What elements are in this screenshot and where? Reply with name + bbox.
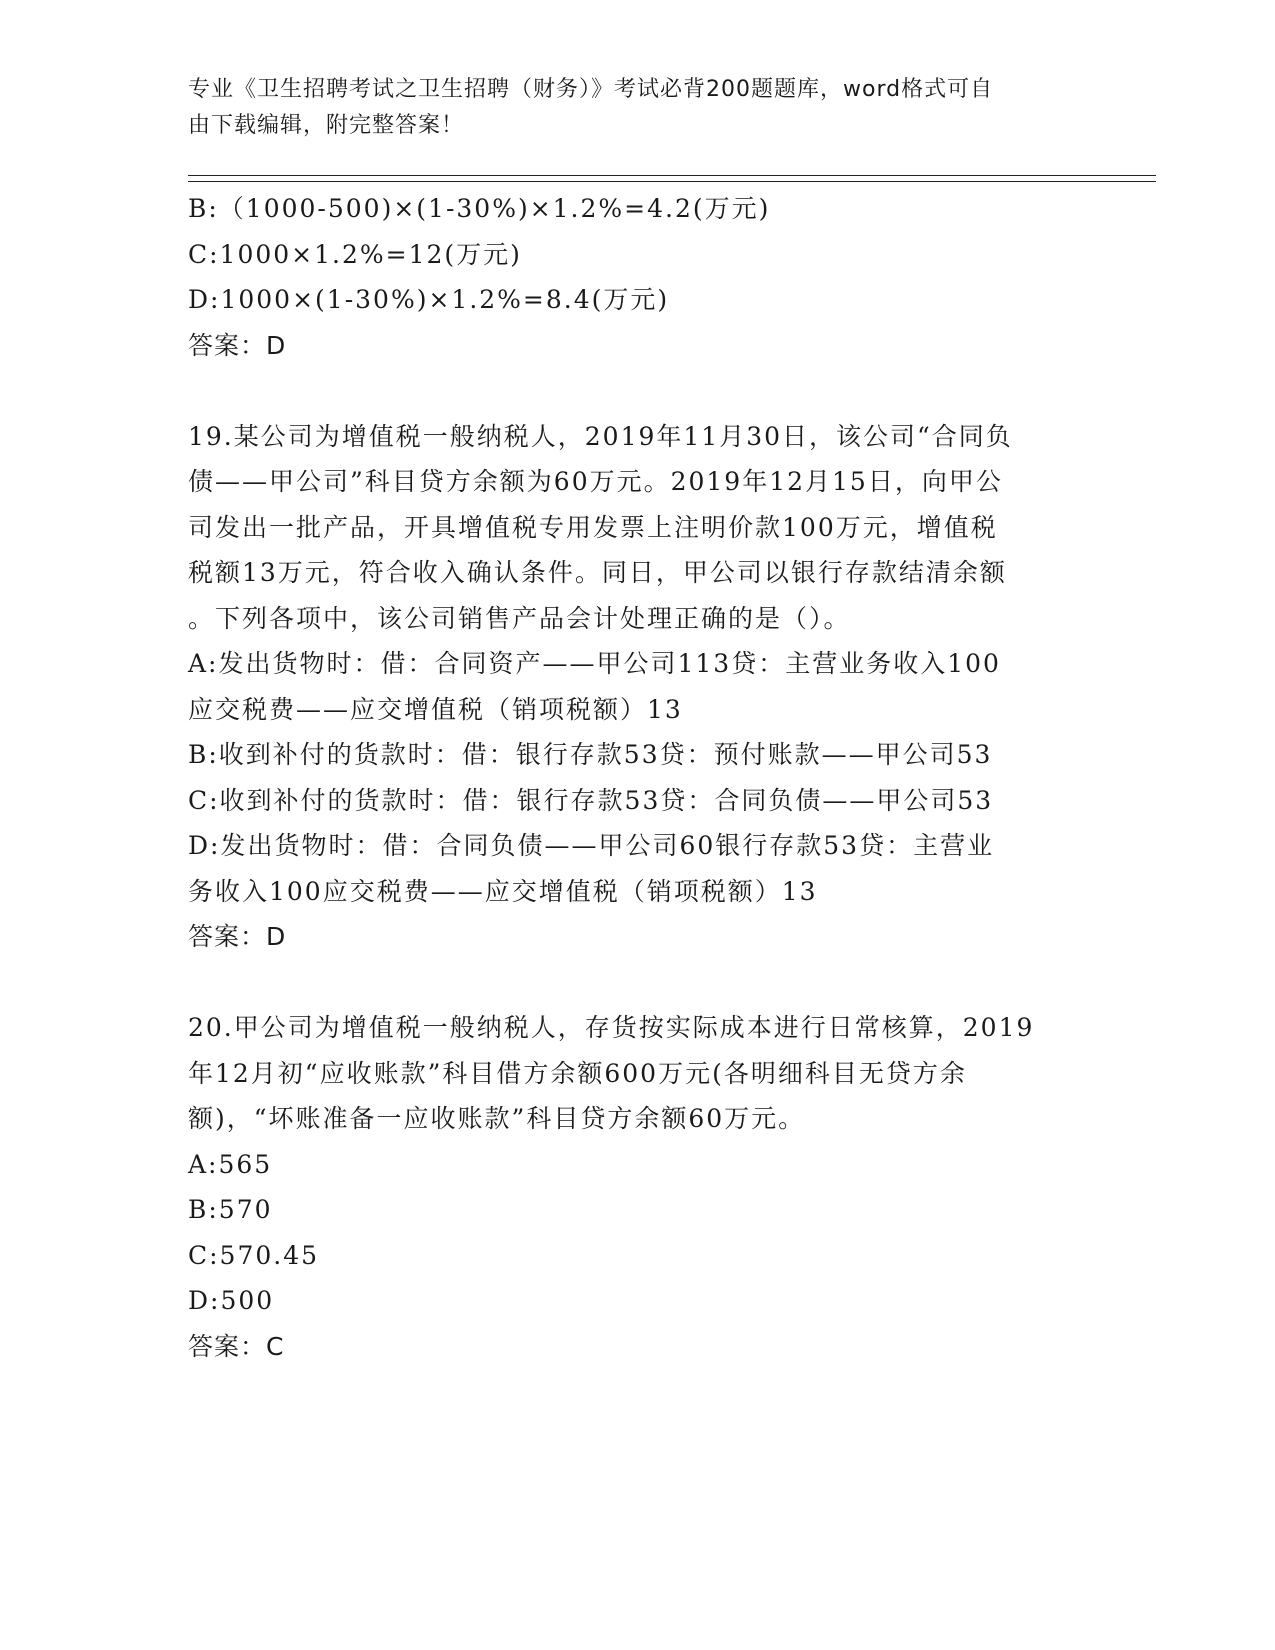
option-b: B:570 <box>188 1195 273 1224</box>
question-text-line: 债——甲公司”科目贷方余额为60万元。2019年12月15日，向甲公 <box>188 467 1003 496</box>
option-c: C:1000×1.2%=12(万元) <box>188 239 522 269</box>
header-title-line-1: 专业《卫生招聘考试之卫生招聘（财务）》考试必背200题题库，word格式可自 <box>188 77 994 102</box>
option-a: A:发出货物时：借：合同资产——甲公司113贷：主营业务收入100 <box>188 649 1001 678</box>
header-title-line-2: 由下载编辑，附完整答案！ <box>188 113 465 138</box>
question-text-line: 19.某公司为增值税一般纳税人，2019年11月30日，该公司“合同负 <box>188 421 1013 451</box>
option-d: D:500 <box>188 1286 275 1315</box>
option-b: B:（1000-500)×(1-30%)×1.2%=4.2(万元) <box>188 194 771 223</box>
option-a-continued: 应交税费——应交增值税（销项税额）13 <box>188 694 683 724</box>
option-c: C:收到补付的货款时：借：银行存款53贷：合同负债——甲公司53 <box>188 785 994 815</box>
option-d: D:发出货物时：借：合同负债——甲公司60银行存款53贷：主营业 <box>188 831 995 860</box>
option-a: A:565 <box>188 1149 273 1179</box>
previous-question-options <box>188 186 1088 368</box>
answer-line: 答案：D <box>188 922 287 951</box>
document-body <box>188 186 1088 1369</box>
answer-line: 答案：D <box>188 330 287 360</box>
question-text-line: 司发出一批产品，开具增值税专用发票上注明价款100万元，增值税 <box>188 512 998 542</box>
answer-line: 答案：C <box>188 1331 285 1361</box>
header-divider-bottom <box>188 181 1156 182</box>
question-19 <box>188 414 1088 960</box>
option-c: C:570.45 <box>188 1240 320 1270</box>
question-text-line: 额)，“坏账准备一应收账款”科目贷方余额60万元。 <box>188 1104 806 1133</box>
option-d-continued: 务收入100应交税费——应交增值税（销项税额）13 <box>188 876 818 906</box>
spacer <box>188 368 1088 414</box>
question-text-line: 。下列各项中，该公司销售产品会计处理正确的是（）。 <box>188 603 851 633</box>
question-text-line: 20.甲公司为增值税一般纳税人，存货按实际成本进行日常核算，2019 <box>188 1013 1035 1042</box>
spacer <box>188 960 1088 1006</box>
question-text-line: 税额13万元，符合收入确认条件。同日，甲公司以银行存款结清余额 <box>188 558 1007 587</box>
page-header <box>188 72 1068 144</box>
question-text-line: 年12月初“应收账款”科目借方余额600万元(各明细科目无贷方余 <box>188 1058 967 1088</box>
option-b: B:收到补付的货款时：借：银行存款53贷：预付账款——甲公司53 <box>188 740 993 769</box>
header-divider-top <box>188 175 1156 176</box>
question-20 <box>188 1005 1088 1369</box>
option-d: D:1000×(1-30%)×1.2%=8.4(万元) <box>188 285 670 314</box>
